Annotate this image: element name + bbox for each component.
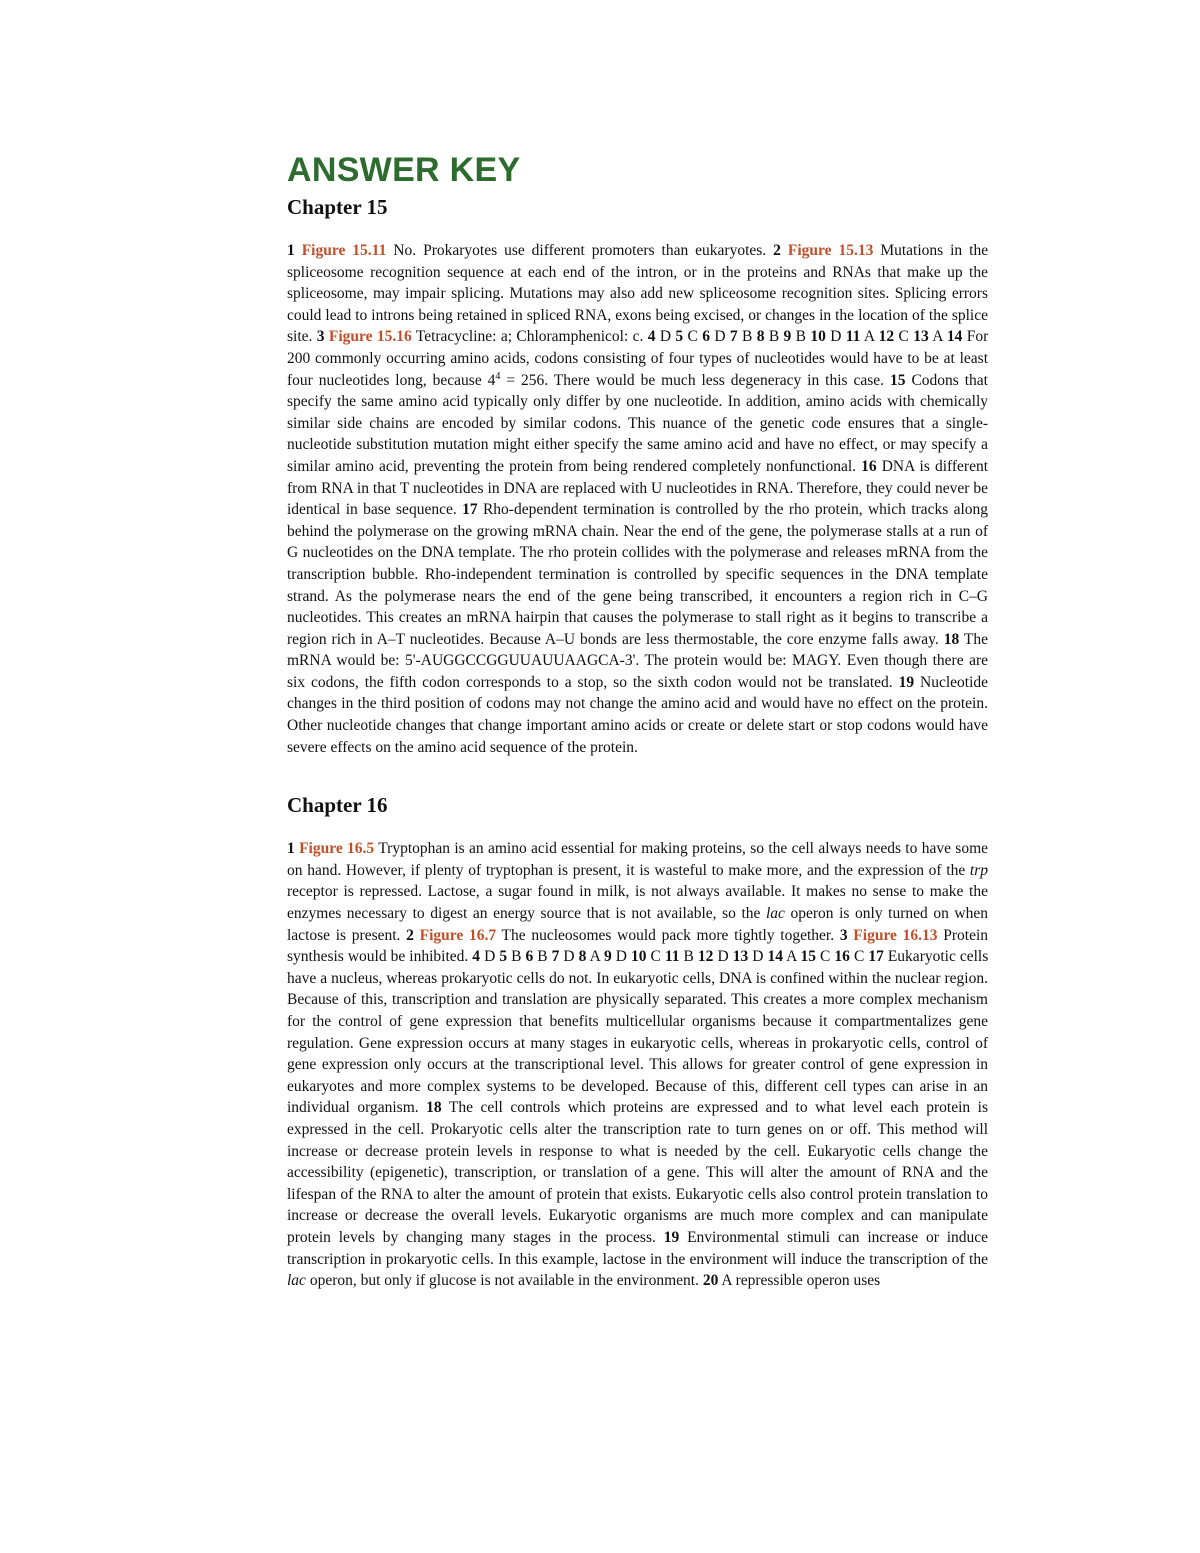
chapter-16-heading: Chapter 16 <box>287 793 388 818</box>
superscript: 4 <box>495 370 501 382</box>
answer-text: C <box>650 948 661 966</box>
answer-number: 8 <box>578 948 587 966</box>
answer-text: B <box>683 948 694 966</box>
answer-number: 5 <box>675 328 684 346</box>
figure-link[interactable]: Figure 16.7 <box>419 926 497 944</box>
answer-number: 19 <box>663 1228 680 1246</box>
answer-text: D <box>615 948 627 966</box>
italic-term: lac <box>287 1272 306 1290</box>
answer-number: 9 <box>603 948 612 966</box>
answer-text: B <box>768 328 780 346</box>
answer-text: C <box>853 948 865 966</box>
page-title: ANSWER KEY <box>287 151 521 189</box>
answer-number: 2 <box>406 926 414 944</box>
answer-text: Rho-dependent termination is controlled by the rho protein, which tracks along behind the polymerase on the growing mRNA chain. Near the end of the gene, the polymerase stalls at a run of G nucleotides on the DNA template. The rho protein collides with the polymerase and releases mRNA from the transcription bubble. Rho-independent termination is controlled by specific sequences in the DNA template strand. As the polymerase nears the end of the gene being transcribed, it encounters a region rich in C–G nucleotides. This creates an mRNA hairpin that causes the polymerase to stall right as it begins to transcribe a region rich in A–T nucleotides. Because A–U bonds are less thermostable, the core enzyme falls away. <box>287 501 989 648</box>
answer-text: No. Prokaryotes use different promoters than eukaryotes. <box>393 242 767 259</box>
answer-text: The nucleosomes would pack more tightly together. <box>501 926 835 944</box>
italic-term: lac <box>765 905 785 923</box>
answer-text: The mRNA would be: 5'-AUGGCCGGUUAUUAAGCA-3'. The protein would be: MAGY. Even though there are six codons, the fifth codon corresponds to a stop, so the sixth codon would not be translated. <box>287 630 988 691</box>
answer-text: For 200 commonly occurring amino acids, codons consisting of four types of nucleotides would have to be at least four nucleotides long, because 4 <box>287 328 989 389</box>
answer-number: 4 <box>472 948 481 966</box>
answer-text: Tetracycline: a; Chloramphenicol: c. <box>415 328 644 346</box>
answer-number: 19 <box>898 673 915 691</box>
answer-text: Mutations in the spliceosome recognition sequence at each end of the intron, or in the proteins and RNAs that make up the spliceosome, may impair splicing. Mutations may also add new spliceosome recognition sites. Splicing errors could lead to introns being retained in spliced RNA, exons being excised, or changes in the location of the splice site. <box>287 242 989 346</box>
chapter-16-answers <box>287 838 988 1291</box>
answer-number: 1 <box>287 840 295 858</box>
answer-text: = 256. There would be much less degeneracy in this case. <box>500 371 885 389</box>
figure-link[interactable]: Figure 15.11 <box>301 242 387 259</box>
answer-text: Codons that specify the same amino acid typically only differ by one nucleotide. In addition, amino acids with chemically similar side chains are encoded by similar codons. This nuance of the genetic code ensures that a single-nucleotide substitution mutation might either specify the same amino acid and have no effect, or may specify a similar amino acid, preventing the protein from being rendered completely nonfunctional. <box>287 371 988 475</box>
italic-term: trp <box>969 861 988 879</box>
answer-number: 15 <box>800 948 816 966</box>
answer-number: 11 <box>845 328 861 346</box>
answer-number: 12 <box>697 948 714 966</box>
answer-number: 3 <box>839 926 848 944</box>
answer-text: A repressible operon uses <box>721 1272 881 1290</box>
answer-number: 12 <box>878 328 895 346</box>
answer-number: 18 <box>943 630 960 648</box>
answer-number: 18 <box>426 1099 442 1117</box>
answer-text: operon is only turned on when lactose is present. <box>287 905 989 944</box>
answer-text: receptor is repressed. Lactose, a sugar found in milk, is not always available. It makes no sense to make the enzymes necessary to digest an energy source that is not available, so the <box>287 883 988 923</box>
answer-text: D <box>717 948 729 966</box>
answer-number: 4 <box>647 328 656 346</box>
answer-number: 10 <box>630 948 647 966</box>
answer-text: D <box>484 948 496 966</box>
answer-text: A <box>589 948 600 966</box>
answer-text: A <box>786 948 797 966</box>
answer-text: C <box>687 328 698 346</box>
answer-number: 10 <box>810 328 826 346</box>
answer-number: 6 <box>525 948 534 966</box>
answer-text: B <box>742 328 753 346</box>
answer-number: 6 <box>702 328 710 346</box>
answer-number: 13 <box>913 328 929 346</box>
answer-number: 2 <box>773 242 781 259</box>
answer-number: 14 <box>946 328 963 346</box>
answer-number: 16 <box>861 457 877 475</box>
answer-number: 17 <box>462 501 478 519</box>
figure-link[interactable]: Figure 15.13 <box>787 242 874 259</box>
answer-number: 17 <box>868 948 884 966</box>
answer-text: Eukaryotic cells have a nucleus, whereas prokaryotic cells do not. In eukaryotic cells, DNA is confined within the nuclear region. Because of this, transcription and translation are physically separated. This creates a more complex mechanism for the control of gene expression that benefits multicellular organisms because it compartmentalizes gene regulation. Gene expression occurs at many stages in eukaryotic cells, whereas in prokaryotic cells, control of gene expression only occurs at the transcriptional level. This allows for greater control of gene expression in eukaryotes and more complex systems to be developed. Because of this, different cell types can arise in an individual organism. <box>287 948 989 1117</box>
answer-number: 15 <box>890 371 906 389</box>
answer-number: 7 <box>551 948 560 966</box>
answer-text: DNA is different from RNA in that T nucleotides in DNA are replaced with U nucleotides in RNA. Therefore, they could never be identical in base sequence. <box>287 457 989 519</box>
answer-number: 16 <box>834 948 850 966</box>
answer-number: 7 <box>729 328 738 346</box>
answer-text: D <box>714 328 726 346</box>
answer-number: 11 <box>664 948 680 966</box>
answer-text: C <box>898 328 909 346</box>
answer-text: Protein synthesis would be inhibited. <box>287 926 989 966</box>
document-page <box>287 150 988 1292</box>
chapter-15-answers <box>287 240 988 758</box>
answer-text: D <box>659 328 672 346</box>
answer-text: D <box>830 328 842 346</box>
answer-text: D <box>563 948 575 966</box>
answer-number: 13 <box>732 948 749 966</box>
answer-number: 1 <box>287 242 295 259</box>
figure-link[interactable]: Figure 16.5 <box>299 840 375 858</box>
answer-text: operon, but only if glucose is not available in the environment. <box>305 1272 699 1290</box>
figure-link[interactable]: Figure 15.16 <box>328 328 412 346</box>
answer-text: A <box>932 328 943 346</box>
answer-number: 8 <box>756 328 765 346</box>
figure-link[interactable]: Figure 16.13 <box>853 926 938 944</box>
answer-text: Nucleotide changes in the third position of codons may not change the amino acid and would have no effect on the protein. Other nucleotide changes that change important amino acids or create or delete start or stop codons would have severe effects on the amino acid sequence of the protein. <box>287 673 989 756</box>
answer-number: 3 <box>316 328 325 346</box>
answer-text: B <box>511 948 522 966</box>
answer-text: Tryptophan is an amino acid essential for making proteins, so the cell always needs to have some on hand. However, if plenty of tryptophan is present, it is wasteful to make more, and the expression of the <box>287 840 988 879</box>
answer-text: D <box>752 948 764 966</box>
answer-text: C <box>820 948 831 966</box>
answer-number: 9 <box>783 328 792 346</box>
chapter-15-heading: Chapter 15 <box>287 195 388 219</box>
answer-number: 14 <box>767 948 783 966</box>
answer-number: 20 <box>702 1272 719 1290</box>
answer-text: The cell controls which proteins are expressed and to what level each protein is expressed in the cell. Prokaryotic cells alter the transcription rate to turn genes on or off. This method will increase or decrease protein levels in response to what is needed by the cell. Eukaryotic cells change the accessibility (epigenetic), transcription, or translation of a gene. This will alter the amount of RNA and the lifespan of the RNA to alter the amount of protein that exists. Eukaryotic cells also control protein translation to increase or decrease the overall levels. Eukaryotic organisms are much more complex and can manipulate protein levels by changing many stages in the process. <box>287 1099 989 1246</box>
answer-number: 5 <box>499 948 508 966</box>
answer-text: Environmental stimuli can increase or induce transcription in prokaryotic cells. In this example, lactose in the environment will induce the transcription of the <box>287 1228 989 1268</box>
answer-text: B <box>795 328 806 346</box>
answer-text: A <box>863 328 875 346</box>
answer-text: B <box>537 948 548 966</box>
